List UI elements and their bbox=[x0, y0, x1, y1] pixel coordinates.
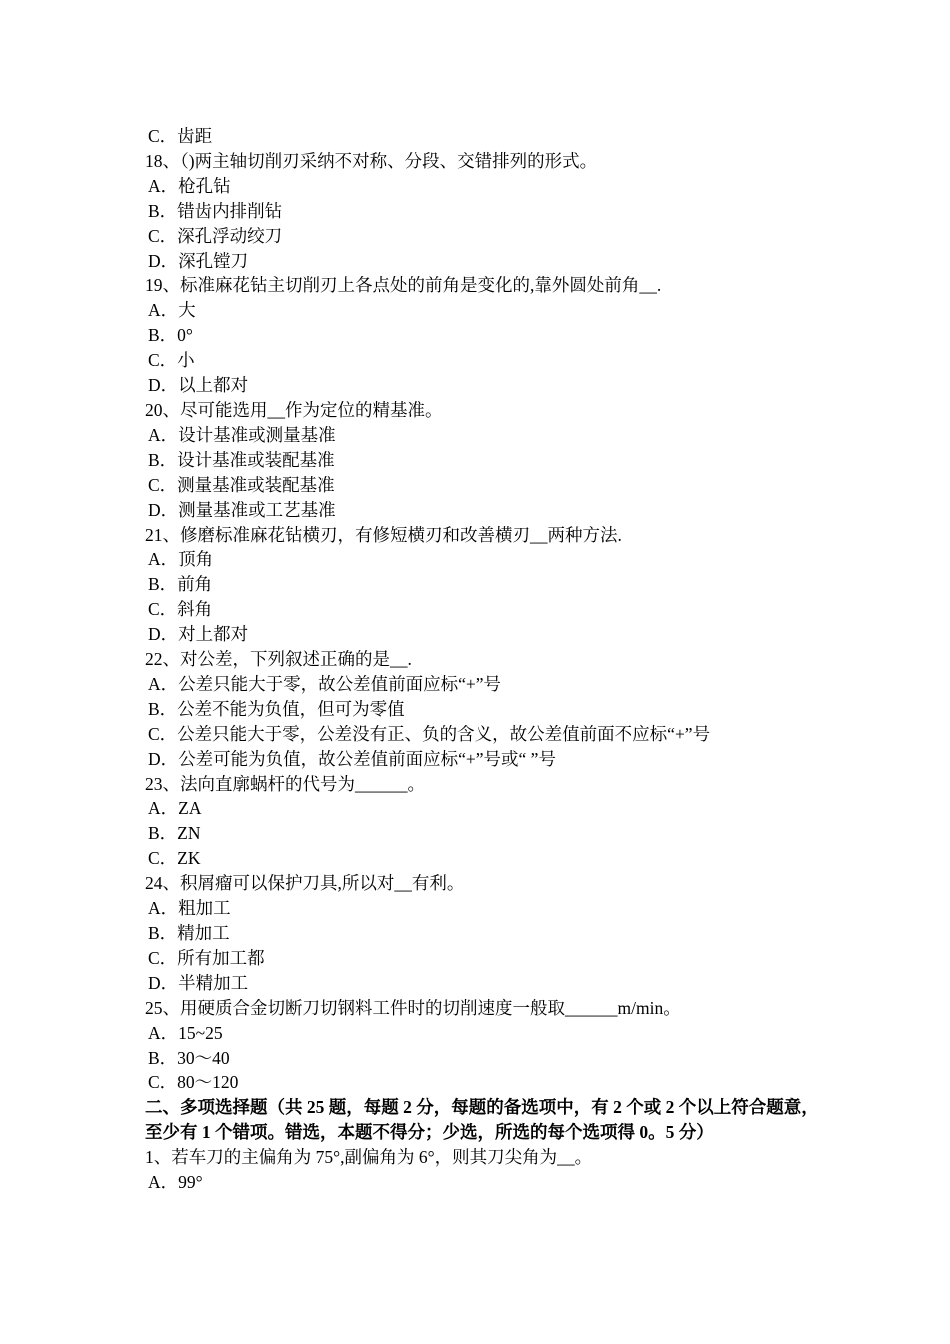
answer-option: C．所有加工都 bbox=[148, 947, 265, 968]
answer-option: B．精加工 bbox=[148, 923, 230, 943]
answer-option: C．齿距 bbox=[148, 126, 213, 146]
answer-option: D．测量基准或工艺基准 bbox=[148, 499, 336, 520]
question-text: 21、修磨标准麻花钻横刃，有修短横刃和改善横刃__两种方法. bbox=[145, 524, 622, 545]
answer-option: A．ZA bbox=[148, 798, 202, 819]
answer-option: D．深孔镗刀 bbox=[148, 250, 249, 271]
answer-option: C．深孔浮动绞刀 bbox=[148, 225, 283, 246]
answer-option: A．公差只能大于零，故公差值前面应标“+”号 bbox=[148, 673, 502, 694]
answer-option: C．ZK bbox=[148, 848, 201, 869]
answer-option: A．顶角 bbox=[148, 549, 214, 570]
question-text: 20、尽可能选用__作为定位的精基准。 bbox=[145, 399, 443, 420]
answer-option: B．前角 bbox=[148, 574, 213, 595]
question-text: 23、法向直廓蜗杆的代号为______。 bbox=[145, 773, 425, 794]
question-text: 22、对公差，下列叙述正确的是__. bbox=[145, 649, 412, 670]
answer-option: D．对上都对 bbox=[148, 624, 249, 645]
answer-option: D．以上都对 bbox=[148, 375, 249, 396]
answer-option: C．斜角 bbox=[148, 599, 213, 620]
answer-option: B．0° bbox=[148, 325, 193, 346]
answer-option: B．设计基准或装配基准 bbox=[148, 449, 335, 470]
answer-option: B．30～40 bbox=[148, 1047, 230, 1068]
answer-option: C．测量基准或装配基准 bbox=[148, 474, 335, 495]
answer-option: C．小 bbox=[148, 350, 195, 371]
section-heading: 二、多项选择题（共 25 题，每题 2 分，每题的备选项中，有 2 个或 2 个以上符合题意，至少有 1 个错项。错选，本题不得分；少选，所选的每个选项得 0。5 分） bbox=[145, 1097, 819, 1143]
answer-option: B．错齿内排削钻 bbox=[148, 200, 283, 221]
question-text: 1、若车刀的主偏角为 75°,副偏角为 6°，则其刀尖角为__。 bbox=[145, 1147, 593, 1168]
answer-option: B．公差不能为负值，但可为零值 bbox=[148, 698, 405, 719]
answer-option: A．粗加工 bbox=[148, 898, 231, 919]
answer-option: A．大 bbox=[148, 300, 196, 321]
answer-option: A．设计基准或测量基准 bbox=[148, 424, 336, 445]
answer-option: C．公差只能大于零，公差没有正、负的含义，故公差值前面不应标“+”号 bbox=[148, 723, 711, 744]
answer-option: A．99° bbox=[148, 1172, 203, 1193]
answer-option: D．半精加工 bbox=[148, 972, 249, 993]
answer-option: C．80～120 bbox=[148, 1072, 239, 1093]
page-content bbox=[145, 124, 825, 1195]
question-text: 25、用硬质合金切断刀切钢料工件时的切削速度一般取______m/min。 bbox=[145, 997, 681, 1018]
answer-option: B．ZN bbox=[148, 823, 201, 844]
answer-option: A．15~25 bbox=[148, 1022, 223, 1043]
question-text: 24、积屑瘤可以保护刀具,所以对__有利。 bbox=[145, 873, 465, 894]
question-text: 19、标准麻花钻主切削刃上各点处的前角是变化的,靠外圆处前角__. bbox=[145, 275, 662, 296]
answer-option: D．公差可能为负值，故公差值前面应标“+”号或“ ”号 bbox=[148, 748, 556, 769]
question-text: 18、（)两主轴切削刃采纳不对称、分段、交错排列的形式。 bbox=[145, 150, 598, 171]
answer-option: A．枪孔钻 bbox=[148, 175, 231, 196]
